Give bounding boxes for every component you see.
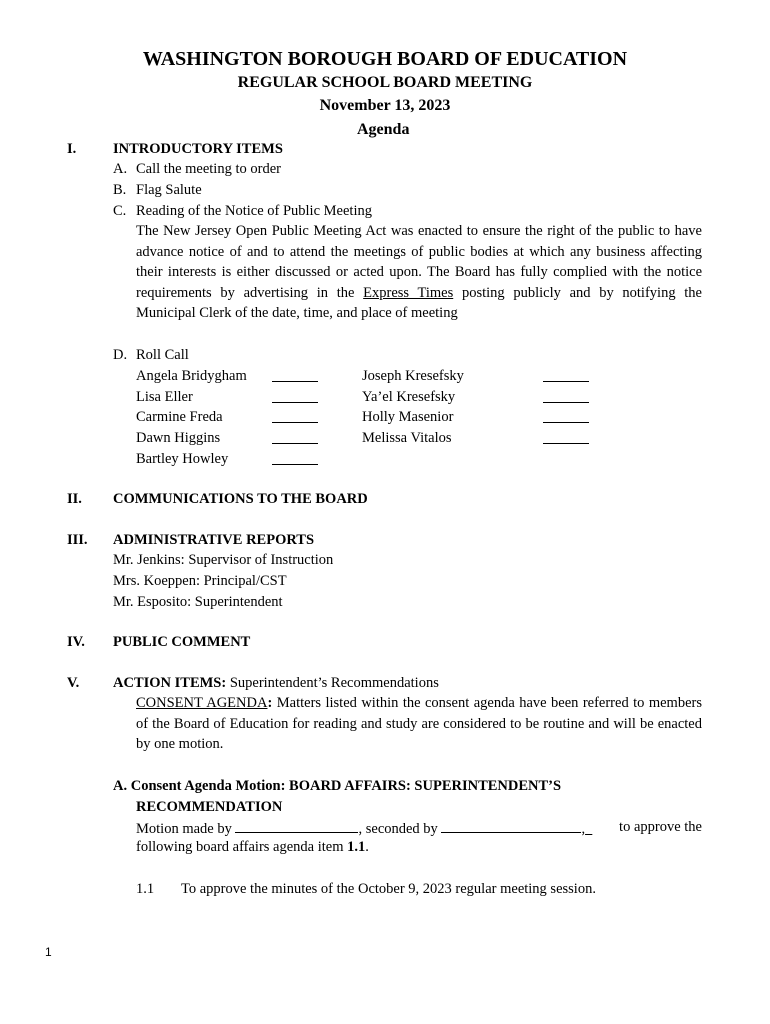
section-title: PUBLIC COMMENT [113,634,251,650]
agenda-item-text: To approve the minutes of the October 9, 2023 regular meeting session. [181,881,596,897]
motion-line-2: following board affairs agenda item 1.1. [136,839,369,855]
motion-heading: A. Consent Agenda Motion: BOARD AFFAIRS: SUPERINTENDENT’S [113,778,562,794]
section-title: INTRODUCTORY ITEMS [113,141,283,157]
roll-call-name: Angela Bridygham [136,368,247,384]
section-number: II. [67,491,82,507]
section-number: IV. [67,634,85,650]
item-text: Call the meeting to order [136,161,281,177]
agenda-item-number: 1.1 [136,881,155,897]
motion-heading-cont: RECOMMENDATION [136,799,283,815]
attendance-blank [272,431,318,449]
item-letter: B. [113,182,127,198]
newspaper-name: Express Times [363,284,454,301]
report-line: Mrs. Koeppen: Principal/CST [113,573,287,589]
org-title: WASHINGTON BOROUGH BOARD OF EDUCATION [142,48,628,70]
roll-call-name: Carmine Freda [136,409,223,425]
item-text: Reading of the Notice of Public Meeting [136,203,372,219]
public-meeting-notice: The New Jersey Open Public Meeting Act was enacted to ensure the right of the public to have advance notice of and to attend the meetings of public bodies at which any business affecting their interests is either discussed or acted upon. The Board has fully complied with the notice requirements by advertising in the Express Times posting publicly and by notifying the Municipal Clerk of the date, time, and place of meeting [136,223,702,321]
roll-call-name: Bartley Howley [136,451,229,467]
consent-agenda-text: CONSENT AGENDA: Matters listed within the consent agenda have been referred to members of the Board of Education for reading and study are considered to be routine and will be enacted by one motion. [136,695,702,752]
attendance-blank [543,390,589,408]
section-title: COMMUNICATIONS TO THE BOARD [113,491,368,507]
page-number: 1 [45,945,52,959]
motion-seconder-blank [441,819,581,833]
report-line: Mr. Esposito: Superintendent [113,594,283,610]
motion-maker-blank [235,819,358,833]
roll-call-name: Melissa Vitalos [362,430,452,446]
roll-call-name: Holly Masenior [362,409,454,425]
section-number: III. [67,532,88,548]
attendance-blank [272,369,318,387]
item-text: Flag Salute [136,182,202,198]
report-line: Mr. Jenkins: Supervisor of Instruction [113,552,334,568]
attendance-blank [272,410,318,428]
attendance-blank [272,452,318,470]
motion-line: Motion made by , seconded by , to approve the [136,819,702,837]
section-number: I. [67,141,77,157]
section-title: ACTION ITEMS: Superintendent’s Recommendations [113,675,439,691]
roll-call-name: Lisa Eller [136,389,193,405]
meeting-title: REGULAR SCHOOL BOARD MEETING [237,74,533,91]
item-letter: A. [113,161,128,177]
attendance-blank [543,410,589,428]
attendance-blank [543,369,589,387]
meeting-date: November 13, 2023 [319,97,451,114]
section-number: V. [67,675,80,691]
roll-call-name: Ya’el Kresefsky [362,389,456,405]
consent-agenda-label: CONSENT AGENDA [136,695,268,711]
roll-call-name: Joseph Kresefsky [362,368,464,384]
roll-call-title: Roll Call [136,347,189,363]
attendance-blank [272,390,318,408]
roll-call-name: Dawn Higgins [136,430,221,446]
item-letter: C. [113,203,127,219]
item-letter: D. [113,347,128,363]
section-title: ADMINISTRATIVE REPORTS [113,532,315,548]
attendance-blank [543,431,589,449]
agenda-heading: Agenda [357,121,410,138]
